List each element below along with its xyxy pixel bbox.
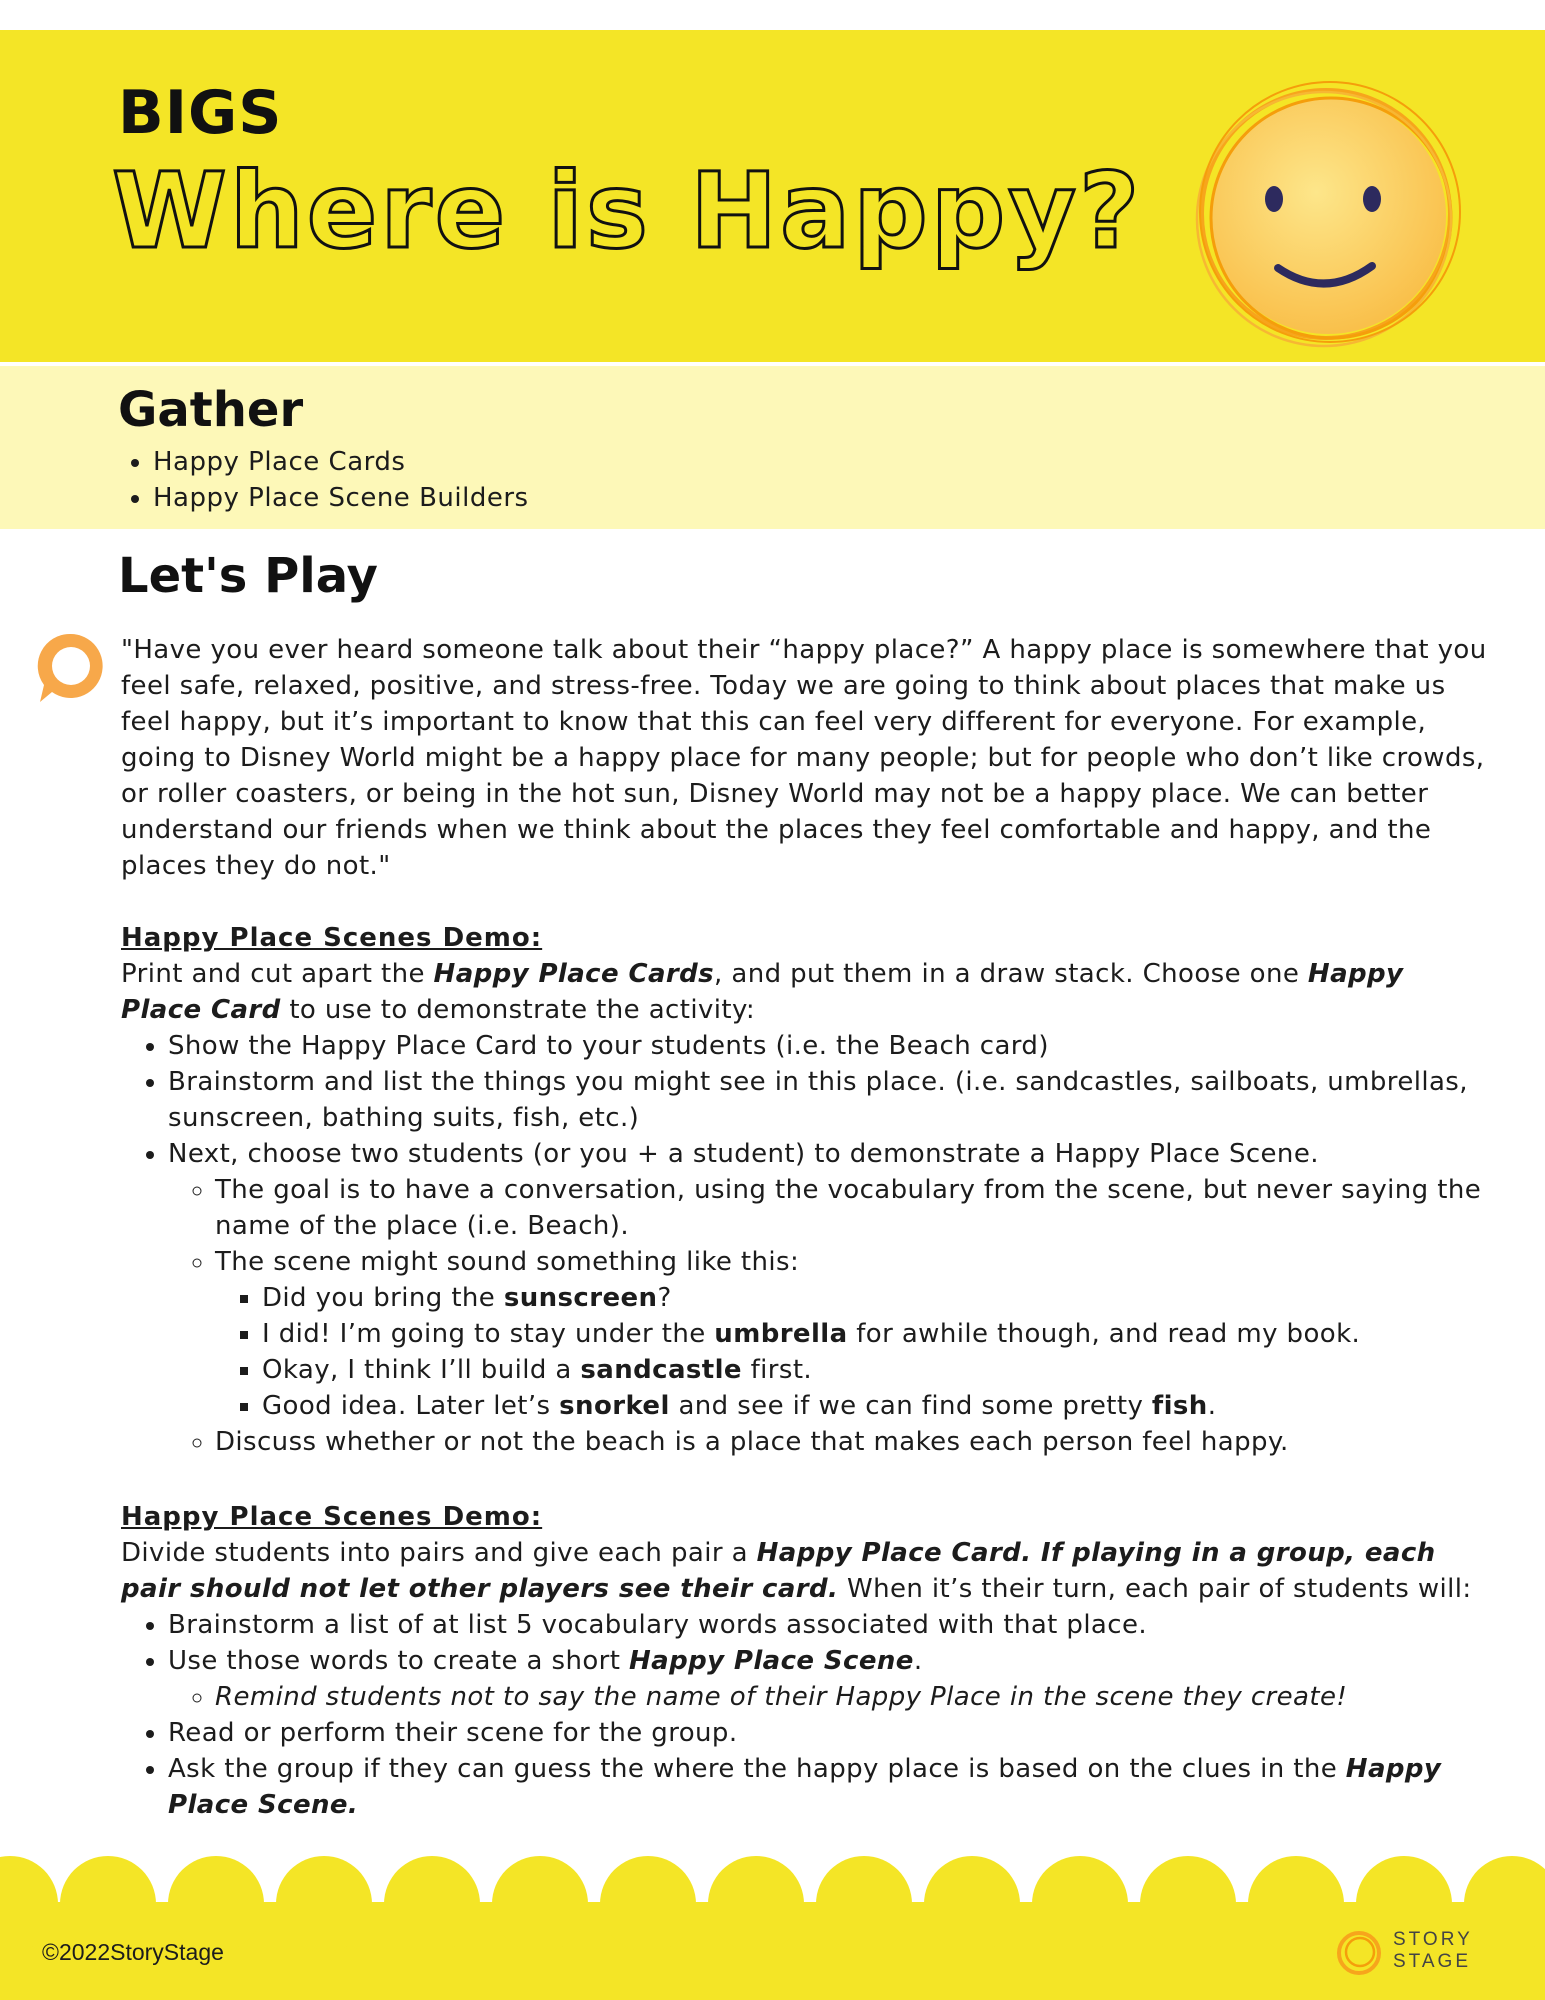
list-item: • Next, choose two students (or you + a student) to demonstrate a Happy Place Scene. ◦ The goal is to have a conversation, using the vocabulary from the scene, but never saying the name of the place (i.e. Beach). ◦ The scene might sound something like this: ▪ Did you bring the sunscreen? ▪ I did! I’m going to stay under the umbrella for awhile though, and read my book. ▪ Okay, I think I’ll build a sandcastle first. ▪ Good idea. Later let’s snorkel and see if we can find some pretty fish. ◦ Discuss whether or not the beach is a place that makes each person feel happy. <box>168 1136 1491 1460</box>
list-item: • Ask the group if they can guess the where the happy place is based on the clues in the Happy Place Scene. <box>168 1751 1491 1823</box>
script-line: ▪ Good idea. Later let’s snorkel and see if we can find some pretty fish. <box>262 1388 1491 1424</box>
demo1-steps <box>121 1028 1491 1460</box>
script-line: ▪ I did! I’m going to stay under the umbrella for awhile though, and read my book. <box>262 1316 1491 1352</box>
demo1-intro: Print and cut apart the Happy Place Cards, and put them in a draw stack. Choose one Happy Place Card to use to demonstrate the activity: <box>121 959 1404 1025</box>
list-item: • Read or perform their scene for the group. <box>168 1715 1491 1751</box>
gather-list <box>118 444 529 516</box>
list-item: • Use those words to create a short Happy Place Scene. ◦ Remind students not to say the name of their Happy Place in the scene they create! <box>168 1643 1491 1715</box>
smiley-face-icon <box>1180 78 1470 348</box>
demo2-intro: Divide students into pairs and give each pair a Happy Place Card. If playing in a group, each pair should not let other players see their card. When it’s their turn, each pair of students will: <box>121 1538 1472 1604</box>
list-item: ◦ The scene might sound something like this: ▪ Did you bring the sunscreen? ▪ I did! I’m going to stay under the umbrella for awhile though, and read my book. ▪ Okay, I think I’ll build a sandcastle first. ▪ Good idea. Later let’s snorkel and see if we can find some pretty fish. <box>215 1244 1491 1424</box>
list-item: • Brainstorm a list of at list 5 vocabulary words associated with that place. <box>168 1607 1491 1643</box>
copyright-text: ©2022StoryStage <box>42 1939 224 1965</box>
script-line: ▪ Did you bring the sunscreen? <box>262 1280 1491 1316</box>
intro-paragraph: "Have you ever heard someone talk about their “happy place?” A happy place is somewhere that you feel safe, relaxed, positive, and stress-free. Today we are going to think about places that make us feel happy, but it’s important to know that this can feel very different for everyone. For example, going to Disney World might be a happy place for many people; but for people who don’t like crowds, or roller coasters, or being in the hot sun, Disney World may not be a happy place. We can better understand our friends when we think about the places they feel comfortable and happy, and the places they do not." <box>121 635 1487 881</box>
brand-wordmark: STORY STAGE <box>1393 1929 1473 1972</box>
list-item: • Brainstorm and list the things you might see in this place. (i.e. sandcastles, sailboats, umbrellas, sunscreen, bathing suits, fish, etc.) <box>168 1064 1491 1136</box>
footer-scallop-band <box>0 1842 1545 2000</box>
script-line: ▪ Okay, I think I’ll build a sandcastle first. <box>262 1352 1491 1388</box>
scene-script <box>215 1280 1491 1424</box>
list-item: ◦ Discuss whether or not the beach is a place that makes each person feel happy. <box>215 1424 1491 1460</box>
lets-play-body <box>121 632 1491 884</box>
gather-heading: Gather <box>118 382 304 438</box>
list-item: ◦ Remind students not to say the name of their Happy Place in the scene they create! <box>215 1679 1491 1715</box>
demo1-substeps <box>168 1172 1491 1460</box>
lets-play-heading: Let's Play <box>118 548 378 604</box>
demo2-heading: Happy Place Scenes Demo: <box>121 1502 543 1532</box>
demo2-substeps <box>168 1679 1491 1715</box>
speech-bubble-icon <box>34 630 106 706</box>
page-title: Where is Happy? <box>112 150 1143 272</box>
demo2-steps <box>121 1607 1491 1823</box>
list-item: • Happy Place Cards <box>153 444 529 480</box>
list-item: • Happy Place Scene Builders <box>153 480 529 516</box>
page-kicker: BIGS <box>118 78 283 148</box>
list-item: ◦ The goal is to have a conversation, using the vocabulary from the scene, but never saying the name of the place (i.e. Beach). <box>215 1172 1491 1244</box>
demo2-section <box>121 1499 1491 1823</box>
demo1-section <box>121 920 1491 1460</box>
list-item: • Show the Happy Place Card to your students (i.e. the Beach card) <box>168 1028 1491 1064</box>
storystage-logo-icon <box>1334 1928 1384 1978</box>
demo1-heading: Happy Place Scenes Demo: <box>121 923 543 953</box>
